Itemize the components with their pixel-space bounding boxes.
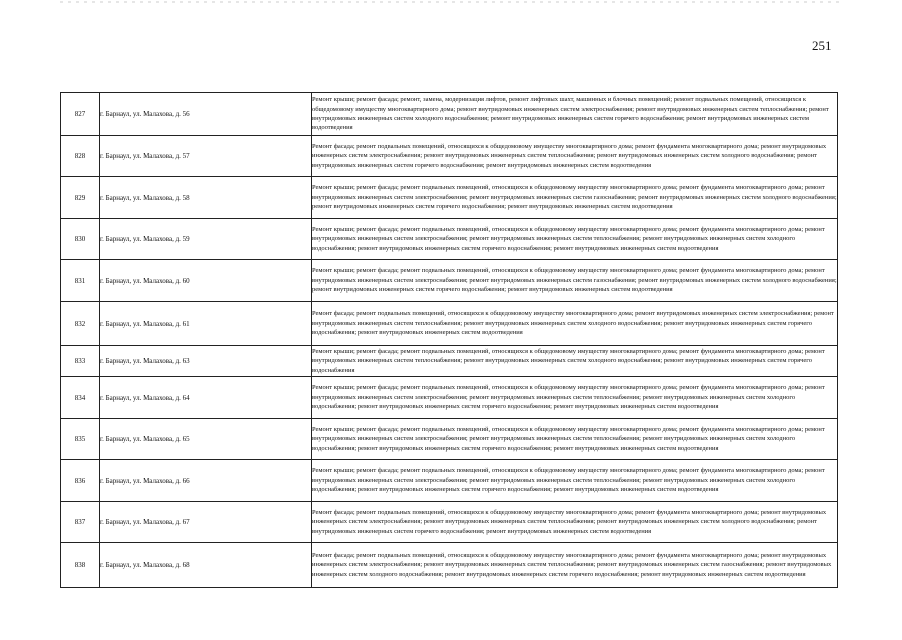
row-number: 827	[61, 93, 100, 136]
row-works: Ремонт крыши; ремонт фасада; ремонт подвальных помещений, относящихся к общедомовому имуществу многоквартирного дома; ремонт фундамента многоквартирного дома; ремонт внутридомовых инженерных систем электроснабжения; ремонт внутридомовых инженерных систем теплоснабжения; ремонт внутридомовых инженерных систем холодного водоснабжения; ремонт внутридомовых инженерных систем горячего водоснабжения; ремонт внутридомовых инженерных систем водоотведения	[312, 377, 838, 419]
row-number: 829	[61, 177, 100, 219]
row-number: 832	[61, 302, 100, 346]
row-address: г. Барнаул, ул. Малахова, д. 60	[100, 260, 312, 302]
row-address: г. Барнаул, ул. Малахова, д. 58	[100, 177, 312, 219]
row-works: Ремонт крыши; ремонт фасада; ремонт подвальных помещений, относящихся к общедомовому имуществу многоквартирного дома; ремонт фундамента многоквартирного дома; ремонт внутридомовых инженерных систем электроснабжения; ремонт внутридомовых инженерных систем теплоснабжения; ремонт внутридомовых инженерных систем холодного водоснабжения; ремонт внутридомовых инженерных систем горячего водоснабжения; ремонт внутридомовых инженерных систем водоотведения	[312, 419, 838, 460]
page-number: 251	[812, 38, 832, 53]
table-row	[61, 93, 838, 136]
row-works: Ремонт фасада; ремонт подвальных помещений, относящихся к общедомовому имуществу многоквартирного дома; ремонт внутридомовых инженерных систем электроснабжения; ремонт внутридомовых инженерных систем теплоснабжения; ремонт внутридомовых инженерных систем холодного водоснабжения; ремонт внутридомовых инженерных систем горячего водоснабжения; ремонт внутридомовых инженерных систем водоотведения	[312, 302, 838, 346]
row-works: Ремонт фасада; ремонт подвальных помещений, относящихся к общедомовому имуществу многоквартирного дома; ремонт фундамента многоквартирного дома; ремонт внутридомовых инженерных систем электроснабжения; ремонт внутридомовых инженерных систем теплоснабжения; ремонт внутридомовых инженерных систем холодного водоснабжения; ремонт внутридомовых инженерных систем горячего водоснабжения; ремонт внутридомовых инженерных систем водоотведения	[312, 136, 838, 177]
table-row	[61, 177, 838, 219]
table-row	[61, 502, 838, 543]
row-address: г. Барнаул, ул. Малахова, д. 68	[100, 543, 312, 588]
table-row	[61, 219, 838, 260]
row-address: г. Барнаул, ул. Малахова, д. 65	[100, 419, 312, 460]
row-number: 833	[61, 346, 100, 377]
table-row	[61, 543, 838, 588]
row-number: 831	[61, 260, 100, 302]
row-address: г. Барнаул, ул. Малахова, д. 59	[100, 219, 312, 260]
row-number: 836	[61, 460, 100, 502]
table-row	[61, 346, 838, 377]
row-works: Ремонт крыши; ремонт фасада; ремонт подвальных помещений, относящихся к общедомовому имуществу многоквартирного дома; ремонт фундамента многоквартирного дома; ремонт внутридомовых инженерных систем электроснабжения; ремонт внутридомовых инженерных систем теплоснабжения; ремонт внутридомовых инженерных систем холодного водоснабжения; ремонт внутридомовых инженерных систем горячего водоснабжения; ремонт внутридомовых инженерных систем водоотведения	[312, 219, 838, 260]
row-address: г. Барнаул, ул. Малахова, д. 64	[100, 377, 312, 419]
row-number: 837	[61, 502, 100, 543]
table-row	[61, 377, 838, 419]
row-works: Ремонт фасада; ремонт подвальных помещений, относящихся к общедомовому имуществу многоквартирного дома; ремонт фундамента многоквартирного дома; ремонт внутридомовых инженерных систем электроснабжения; ремонт внутридомовых инженерных систем теплоснабжения; ремонт внутридомовых инженерных систем газоснабжения; ремонт внутридомовых инженерных систем холодного водоснабжения; ремонт внутридомовых инженерных систем горячего водоснабжения; ремонт внутридомовых инженерных систем водоотведения	[312, 543, 838, 588]
row-number: 835	[61, 419, 100, 460]
row-address: г. Барнаул, ул. Малахова, д. 66	[100, 460, 312, 502]
row-works: Ремонт фасада; ремонт подвальных помещений, относящихся к общедомовому имуществу многоквартирного дома; ремонт фундамента многоквартирного дома; ремонт внутридомовых инженерных систем электроснабжения; ремонт внутридомовых инженерных систем теплоснабжения; ремонт внутридомовых инженерных систем холодного водоснабжения; ремонт внутридомовых инженерных систем горячего водоснабжения; ремонт внутридомовых инженерных систем водоотведения	[312, 502, 838, 543]
row-works: Ремонт крыши; ремонт фасада; ремонт, замена, модернизация лифтов, ремонт лифтовых шахт, машинных и блочных помещений; ремонт подвальных помещений, относящихся к общедомовому имуществу многоквартирного дома; ремонт внутридомовых инженерных систем электроснабжения; ремонт внутридомовых инженерных систем теплоснабжения; ремонт внутридомовых инженерных систем холодного водоснабжения; ремонт внутридомовых инженерных систем горячего водоснабжения; ремонт внутридомовых инженерных систем водоотведения	[312, 93, 838, 136]
row-works: Ремонт крыши; ремонт фасада; ремонт подвальных помещений, относящихся к общедомовому имуществу многоквартирного дома; ремонт фундамента многоквартирного дома; ремонт внутридомовых инженерных систем теплоснабжения; ремонт внутридомовых инженерных систем холодного водоснабжения; ремонт внутридомовых инженерных систем горячего водоснабжения	[312, 346, 838, 377]
table-row	[61, 302, 838, 346]
table-row	[61, 260, 838, 302]
row-number: 828	[61, 136, 100, 177]
row-works: Ремонт крыши; ремонт фасада; ремонт подвальных помещений, относящихся к общедомовому имуществу многоквартирного дома; ремонт фундамента многоквартирного дома; ремонт внутридомовых инженерных систем электроснабжения; ремонт внутридомовых инженерных систем газоснабжения; ремонт внутридомовых инженерных систем холодного водоснабжения; ремонт внутридомовых инженерных систем горячего водоснабжения; ремонт внутридомовых инженерных систем водоотведения	[312, 260, 838, 302]
row-number: 830	[61, 219, 100, 260]
row-address: г. Барнаул, ул. Малахова, д. 61	[100, 302, 312, 346]
table-row	[61, 460, 838, 502]
row-address: г. Барнаул, ул. Малахова, д. 57	[100, 136, 312, 177]
row-address: г. Барнаул, ул. Малахова, д. 63	[100, 346, 312, 377]
row-address: г. Барнаул, ул. Малахова, д. 56	[100, 93, 312, 136]
repair-works-table	[60, 92, 838, 588]
scan-edge-line	[0, 0, 902, 4]
row-works: Ремонт крыши; ремонт фасада; ремонт подвальных помещений, относящихся к общедомовому имуществу многоквартирного дома; ремонт фундамента многоквартирного дома; ремонт внутридомовых инженерных систем электроснабжения; ремонт внутридомовых инженерных систем теплоснабжения; ремонт внутридомовых инженерных систем холодного водоснабжения; ремонт внутридомовых инженерных систем горячего водоснабжения; ремонт внутридомовых инженерных систем водоотведения	[312, 460, 838, 502]
row-number: 838	[61, 543, 100, 588]
table-row	[61, 419, 838, 460]
row-address: г. Барнаул, ул. Малахова, д. 67	[100, 502, 312, 543]
table-row	[61, 136, 838, 177]
row-works: Ремонт крыши; ремонт фасада; ремонт подвальных помещений, относящихся к общедомовому имуществу многоквартирного дома; ремонт фундамента многоквартирного дома; ремонт внутридомовых инженерных систем электроснабжения; ремонт внутридомовых инженерных систем газоснабжения; ремонт внутридомовых инженерных систем холодного водоснабжения; ремонт внутридомовых инженерных систем горячего водоснабжения; ремонт внутридомовых инженерных систем водоотведения	[312, 177, 838, 219]
row-number: 834	[61, 377, 100, 419]
